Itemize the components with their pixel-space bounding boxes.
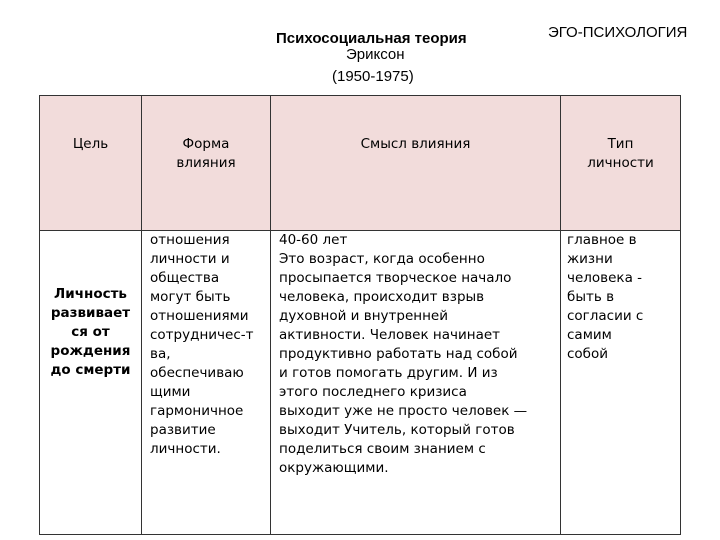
theory-table <box>39 95 681 535</box>
form-text: отношения личности и общества могут быть отношениями сотрудничес-т ва, обеспечиваю щими гармоничное развитие личности. <box>150 232 254 457</box>
header-label-meaning: Смысл влияния <box>360 136 471 152</box>
header-cell-form <box>142 96 271 231</box>
years-range: (1950-1975) <box>332 68 414 85</box>
cell-goal <box>40 231 142 535</box>
header-cell-type <box>561 96 681 231</box>
type-text: главное в жизни человека - быть в согласии с самим собой <box>567 232 644 362</box>
cell-form <box>142 231 271 535</box>
goal-text: Личность развивает ся от рождения до смерти <box>50 286 131 378</box>
header-cell-goal <box>40 96 142 231</box>
cell-meaning <box>271 231 561 535</box>
header-label-form: Форма влияния <box>176 136 236 171</box>
author-name: Эриксон <box>346 46 405 63</box>
section-label: ЭГО-ПСИХОЛОГИЯ <box>548 24 688 41</box>
header-cell-meaning <box>271 96 561 231</box>
header-label-goal: Цель <box>72 136 109 152</box>
header-label-type: Тип личности <box>587 136 654 171</box>
cell-type <box>561 231 681 535</box>
page-title: Психосоциальная теория <box>276 30 467 47</box>
table-row <box>40 231 681 535</box>
table-header-row <box>40 96 681 231</box>
meaning-text: 40-60 лет Это возраст, когда особенно просыпается творческое начало человека, происходит взрыв духовной и внутренней активности. Человек начинает продуктивно работать над собой и готов помогать другим. И из этого последнего кризиса выходит уже не просто человек — выходит Учитель, который готов поделиться своим знанием с окружающими. <box>279 232 528 476</box>
